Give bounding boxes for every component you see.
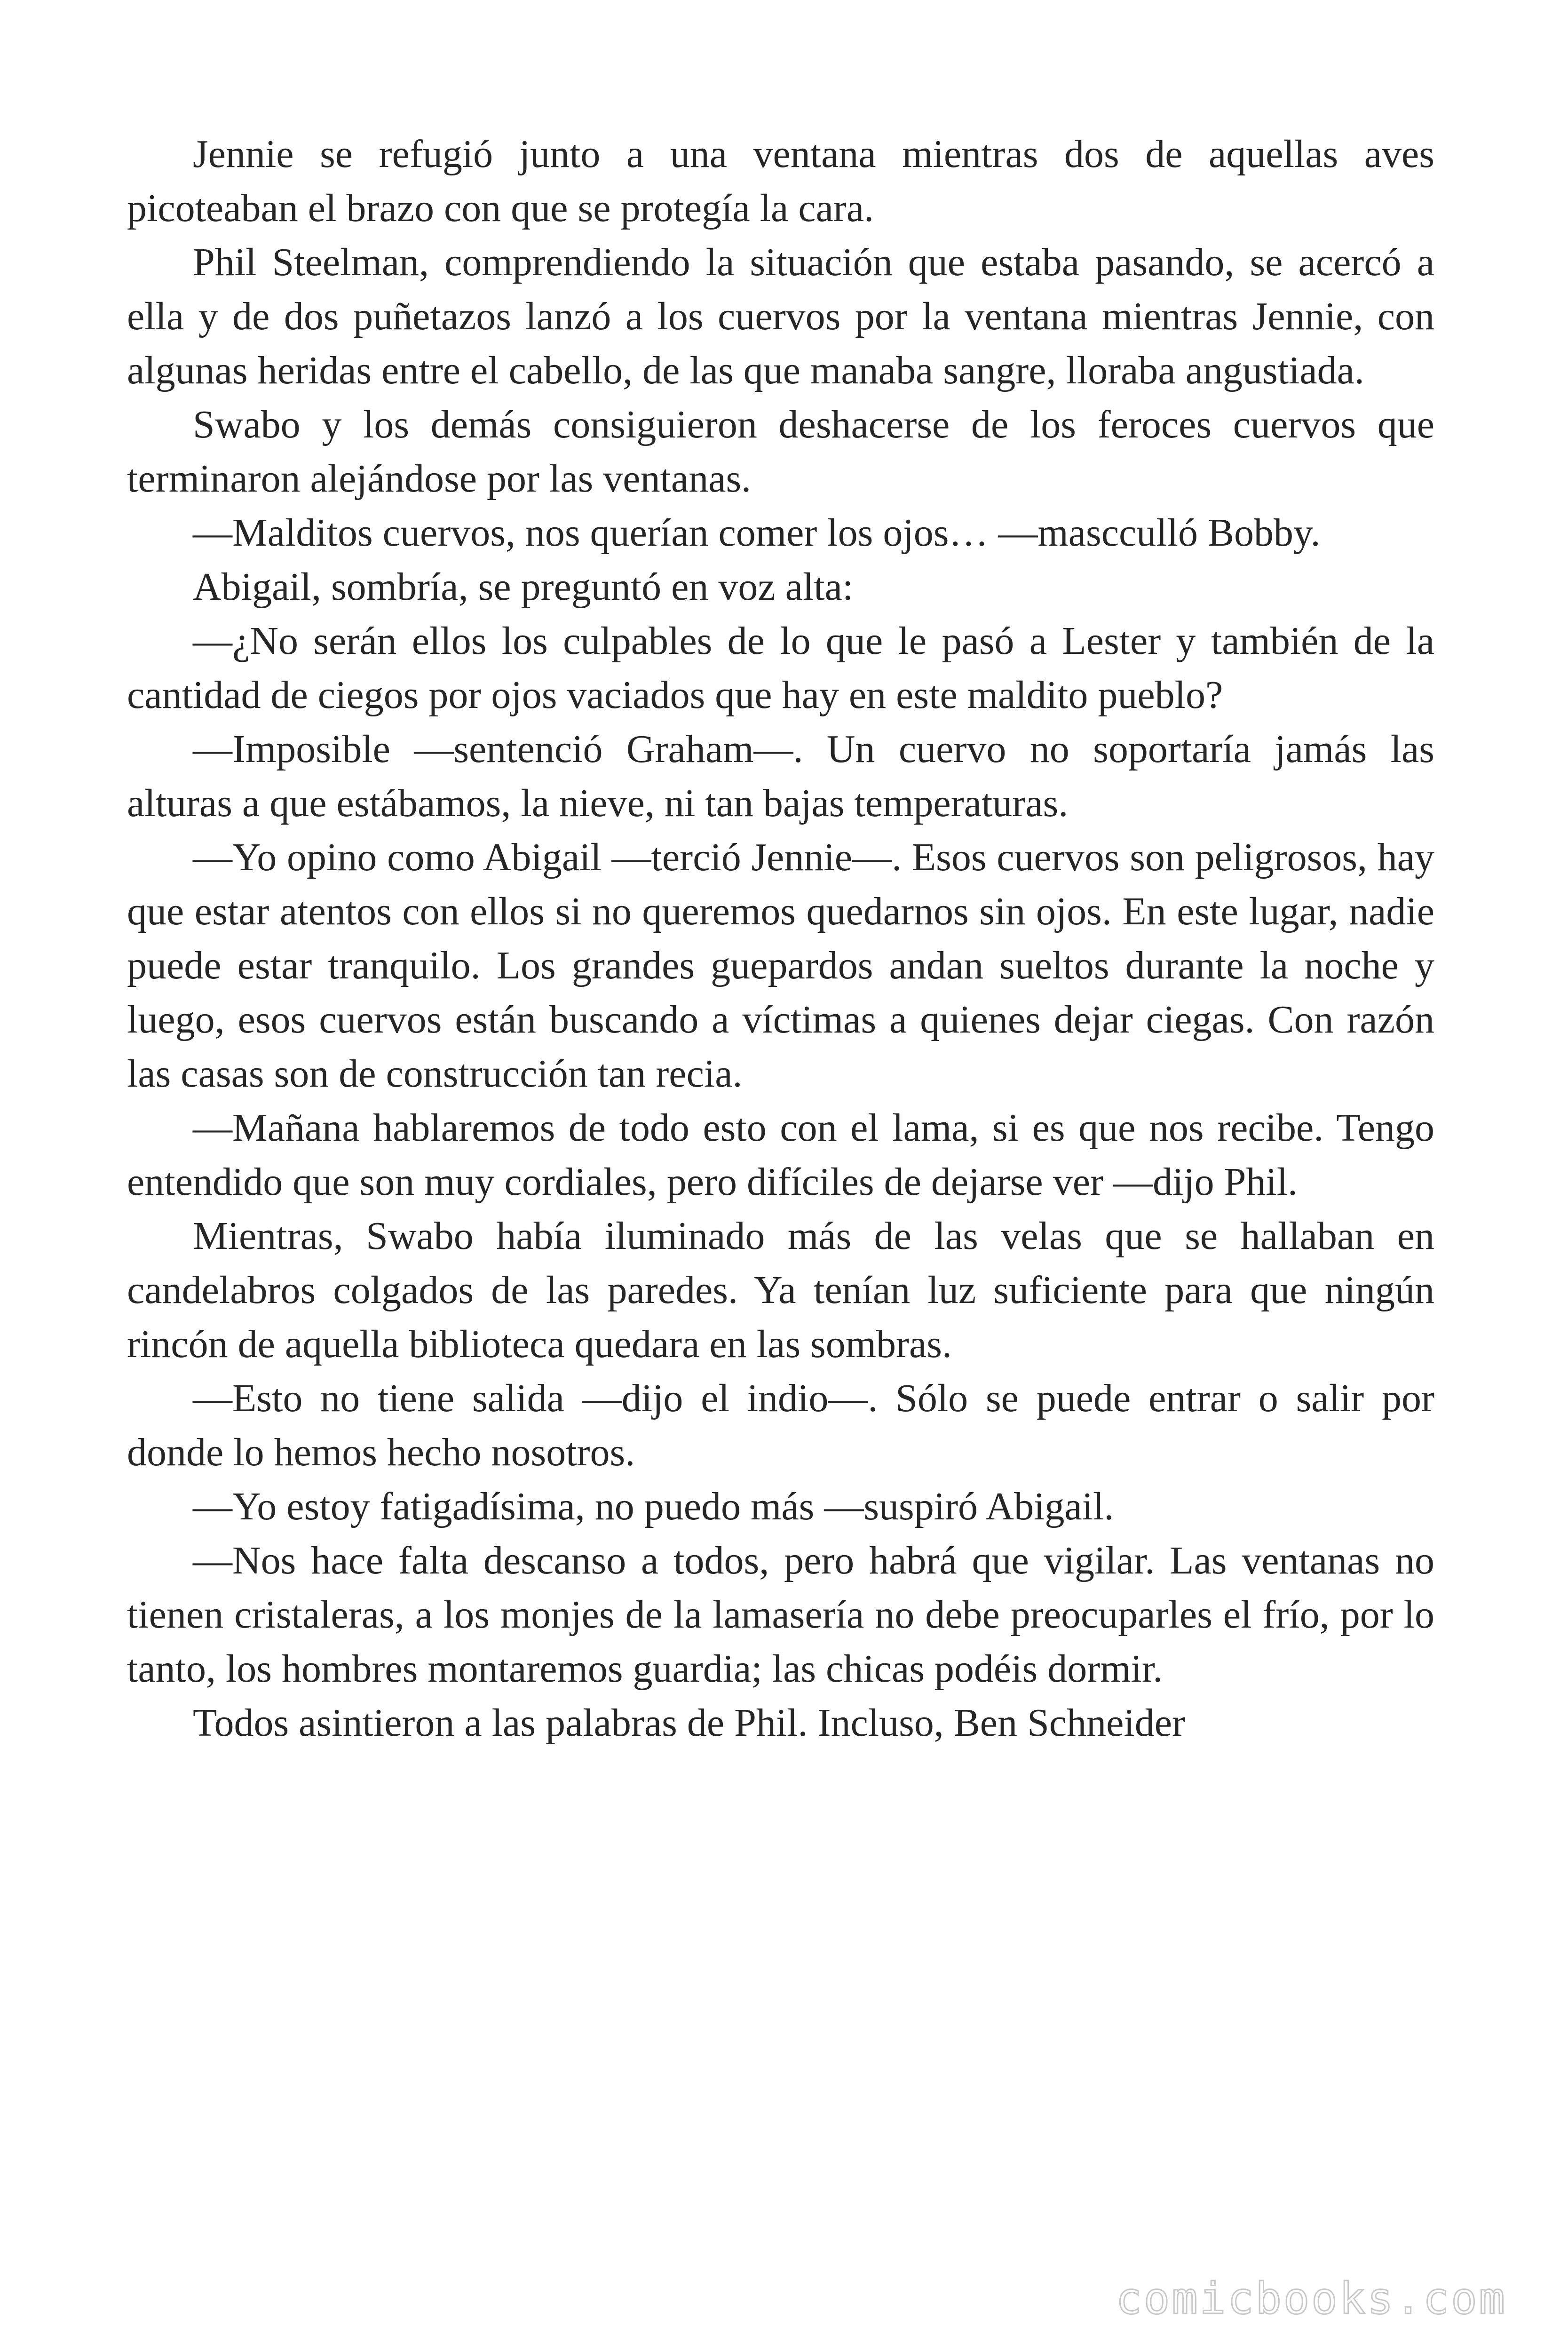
paragraph: —Yo opino como Abigail —terció Jennie—. Esos cuervos son peligrosos, hay que estar atentos con ellos si no queremos quedarnos sin ojos. En este lugar, nadie puede estar tranquilo. Los grandes guepardos andan sueltos durante la noche y luego, esos cuervos están buscando a víctimas a quienes dejar ciegas. Con razón las casas son de construcción tan recia. xyxy=(127,835,1434,1096)
paragraph: —Nos hace falta descanso a todos, pero habrá que vigilar. Las ventanas no tienen cristaleras, a los monjes de la lamasería no debe preocuparles el frío, por lo tanto, los hombres montaremos guardia; las chicas podéis dormir. xyxy=(127,1539,1434,1691)
paragraph: Todos asintieron a las palabras de Phil. Incluso, Ben Schneider xyxy=(193,1701,1185,1745)
paragraph: Jennie se refugió junto a una ventana mientras dos de aquellas aves picoteaban el brazo con que se protegía la cara. xyxy=(127,132,1434,230)
paragraph: Mientras, Swabo había iluminado más de las velas que se hallaban en candelabros colgados de las paredes. Ya tenían luz suficiente para que ningún rincón de aquella biblioteca quedara en las sombras. xyxy=(127,1214,1434,1366)
paragraph: —Esto no tiene salida —dijo el indio—. Sólo se puede entrar o salir por donde lo hemos hecho nosotros. xyxy=(127,1376,1434,1474)
book-page-body xyxy=(127,127,1434,1750)
paragraph: Swabo y los demás consiguieron deshacerse de los feroces cuervos que terminaron alejándose por las ventanas. xyxy=(127,403,1434,501)
paragraph: —Yo estoy fatigadísima, no puedo más —suspiró Abigail. xyxy=(193,1485,1114,1528)
paragraph: —Imposible —sentenció Graham—. Un cuervo no soportaría jamás las alturas a que estábamos, la nieve, ni tan bajas temperaturas. xyxy=(127,727,1434,825)
paragraph: Phil Steelman, comprendiendo la situación que estaba pasando, se acercó a ella y de dos puñetazos lanzó a los cuervos por la ventana mientras Jennie, con algunas heridas entre el cabello, de las que manaba sangre, lloraba angustiada. xyxy=(127,240,1434,392)
paragraph: Abigail, sombría, se preguntó en voz alta: xyxy=(193,565,854,609)
watermark: comicbooks.com xyxy=(1116,2273,1507,2324)
paragraph: —Malditos cuervos, nos querían comer los ojos… —mascculló Bobby. xyxy=(193,511,1321,555)
paragraph: —Mañana hablaremos de todo esto con el lama, si es que nos recibe. Tengo entendido que son muy cordiales, pero difíciles de dejarse ver —dijo Phil. xyxy=(127,1106,1434,1204)
paragraph: —¿No serán ellos los culpables de lo que le pasó a Lester y también de la cantidad de ciegos por ojos vaciados que hay en este maldito pueblo? xyxy=(127,619,1434,717)
